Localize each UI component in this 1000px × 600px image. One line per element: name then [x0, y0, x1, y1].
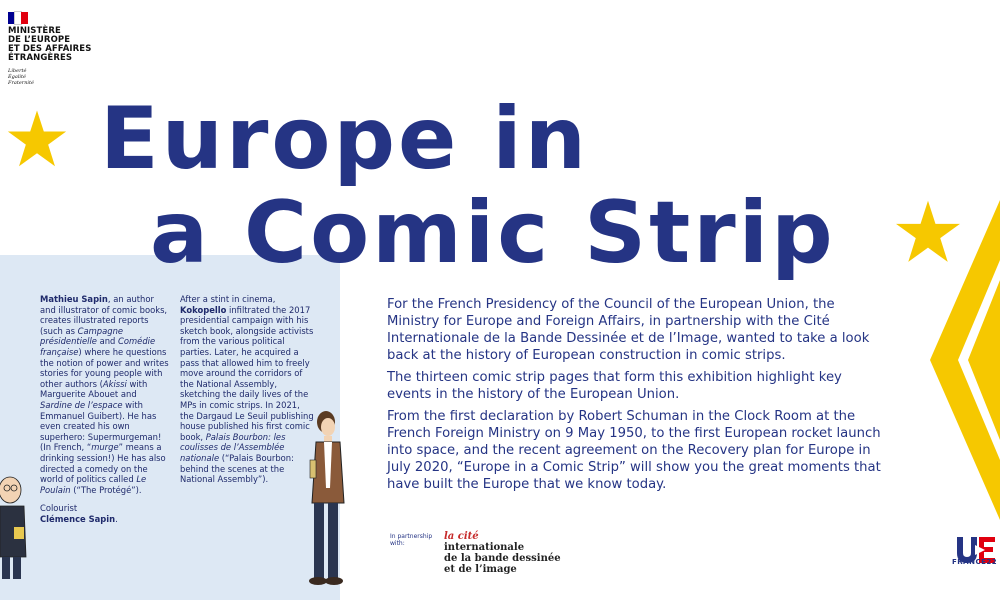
ue-logo-caption: FRANCE22 — [952, 558, 998, 566]
page-title-line2: a Comic Strip — [150, 183, 836, 283]
colourist-credit: Colourist Clémence Sapin. — [40, 503, 118, 524]
description-paragraph: For the French Presidency of the Council of the European Union, the Ministry for Europe and Foreign Affairs, in partnership with the Cité Internationale de la Bande Dessinée et de l’Image, wanted to take a look back at the history of European construction in comic strips. — [387, 297, 870, 363]
cartoon-character-illustration — [304, 408, 364, 593]
bio-column-sapin — [40, 294, 170, 532]
bio-sapin-text: Mathieu Sapin, an author and illustrator of comic books, creates illustrated reports (such as Campagne présidentielle and Comédie française) where he questions the notion of power and writes stories for young people with other authors (Akissi with Marguerite Abouet and Sardine de l’espace with Emmanuel Guibert). He has even created his own superhero: Supermurgeman! (In French, “murge” means a drinking session!) He has also directed a comedy on the world of politics called Le Poulain (“The Protégé”). — [40, 294, 169, 495]
bio-kokopello-text: After a stint in cinema, Kokopello infiltrated the 2017 presidential campaign with his sketch book, alongside activists from the various political parties. Later, he acquired a pass that allowed him to freely move around the corridors of the National Assembly, sketching the daily lives of the MPs in comic strips. In 2021, the Dargaud Le Seuil publishing house published his first comic book, Palais Bourbon: les coulisses de l’Assemblée nationale (“Palais Bourbon: behind the scenes at the National Assembly”). — [180, 294, 314, 485]
partnership-label: In partnership with: — [390, 533, 433, 547]
description-paragraph: The thirteen comic strip pages that form this exhibition highlight key events in the history of the European Union. — [387, 370, 842, 402]
cartoon-character-illustration — [0, 472, 30, 582]
bio-column-kokopello — [180, 294, 315, 493]
ministry-logo-text: MINISTÈRE DE L’EUROPE ET DES AFFAIRES ÉTRANGÈRES — [8, 26, 92, 63]
page-title-line1: Europe in — [100, 89, 589, 189]
french-flag-icon — [8, 12, 28, 24]
illustrator-name: Kokopello — [180, 304, 227, 315]
exhibition-description — [387, 296, 887, 498]
chevron-decoration-icon — [920, 200, 1000, 520]
author-name: Mathieu Sapin — [40, 294, 108, 304]
star-icon — [6, 108, 68, 170]
cite-bd-logo: la cité internationale de la bande dessinée et de l’image — [444, 531, 561, 575]
description-paragraph: From the first declaration by Robert Schuman in the Clock Room at the French Foreign Ministry on 9 May 1950, to the first European rocket launch into space, and the recent agreement on the Recovery plan for Europe in July 2020, “Europe in a Comic Strip” will show you the great moments that have built the Europe that we know today. — [387, 409, 881, 492]
colourist-name: Clémence Sapin — [40, 513, 116, 524]
ministry-motto: Liberté Égalité Fraternité — [8, 68, 34, 86]
